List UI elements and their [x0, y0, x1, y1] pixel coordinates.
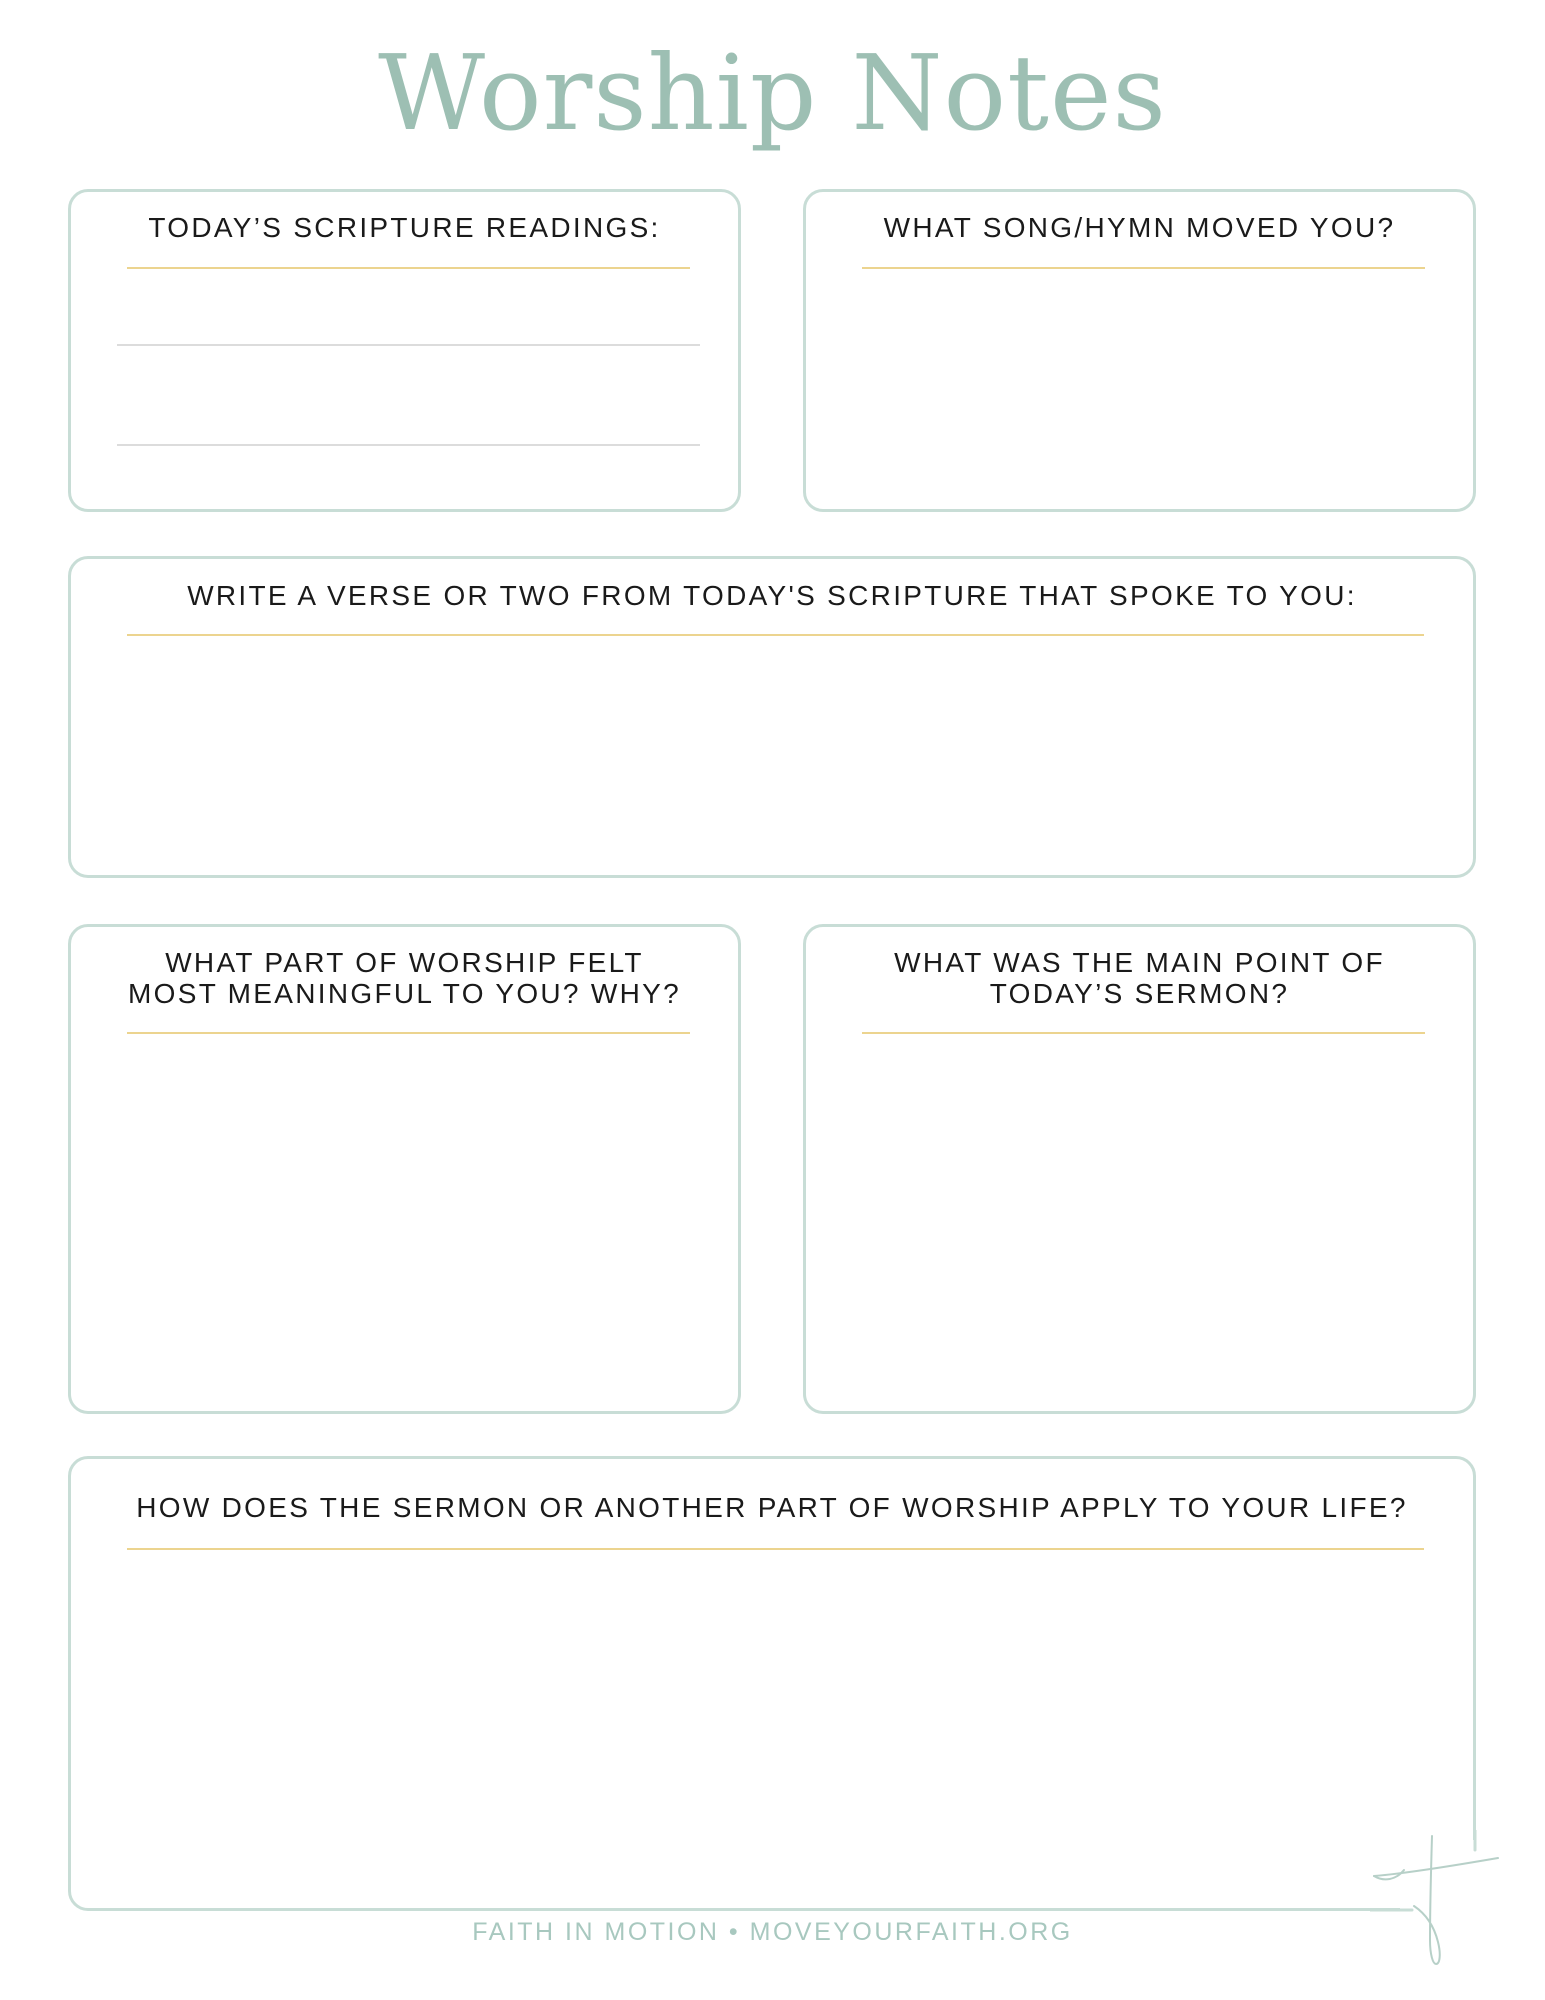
scripture-reading-line[interactable]: [117, 444, 700, 446]
scripture-readings-box: [68, 189, 741, 512]
footer-text: FAITH IN MOTION • MOVEYOURFAITH.ORG: [472, 1918, 1073, 1946]
sermon-main-point-box: [803, 924, 1476, 1414]
scripture-reading-line[interactable]: [117, 344, 700, 346]
apply-to-life-rule: [127, 1548, 1424, 1550]
song-hymn-box: [803, 189, 1476, 512]
meaningful-part-rule: [127, 1032, 690, 1034]
cross-icon: [1370, 1830, 1505, 1970]
apply-to-life-box: [68, 1456, 1476, 1911]
sermon-main-point-rule: [862, 1032, 1425, 1034]
apply-to-life-writing-area[interactable]: [91, 1564, 1453, 1893]
scripture-readings-heading: TODAY’S SCRIPTURE READINGS:: [148, 212, 661, 243]
page-title: Worship Notes: [378, 32, 1167, 154]
meaningful-part-box: [68, 924, 741, 1414]
scripture-readings-rule: [127, 267, 690, 269]
meaningful-part-writing-area[interactable]: [91, 1047, 718, 1396]
meaningful-part-heading: WHAT PART OF WORSHIP FELT MOST MEANINGFUL TO YOU? WHY?: [128, 947, 681, 1009]
verse-box: [68, 556, 1476, 878]
song-hymn-heading: WHAT SONG/HYMN MOVED YOU?: [883, 212, 1396, 243]
verse-heading: WRITE A VERSE OR TWO FROM TODAY'S SCRIPTURE THAT SPOKE TO YOU:: [187, 580, 1357, 611]
sermon-main-point-heading: WHAT WAS THE MAIN POINT OF TODAY’S SERMON?: [894, 947, 1385, 1009]
sermon-main-point-writing-area[interactable]: [826, 1047, 1453, 1396]
song-hymn-writing-area[interactable]: [826, 282, 1453, 494]
verse-rule: [127, 634, 1424, 636]
song-hymn-rule: [862, 267, 1425, 269]
verse-writing-area[interactable]: [91, 649, 1453, 860]
apply-to-life-heading: HOW DOES THE SERMON OR ANOTHER PART OF WORSHIP APPLY TO YOUR LIFE?: [136, 1492, 1408, 1523]
